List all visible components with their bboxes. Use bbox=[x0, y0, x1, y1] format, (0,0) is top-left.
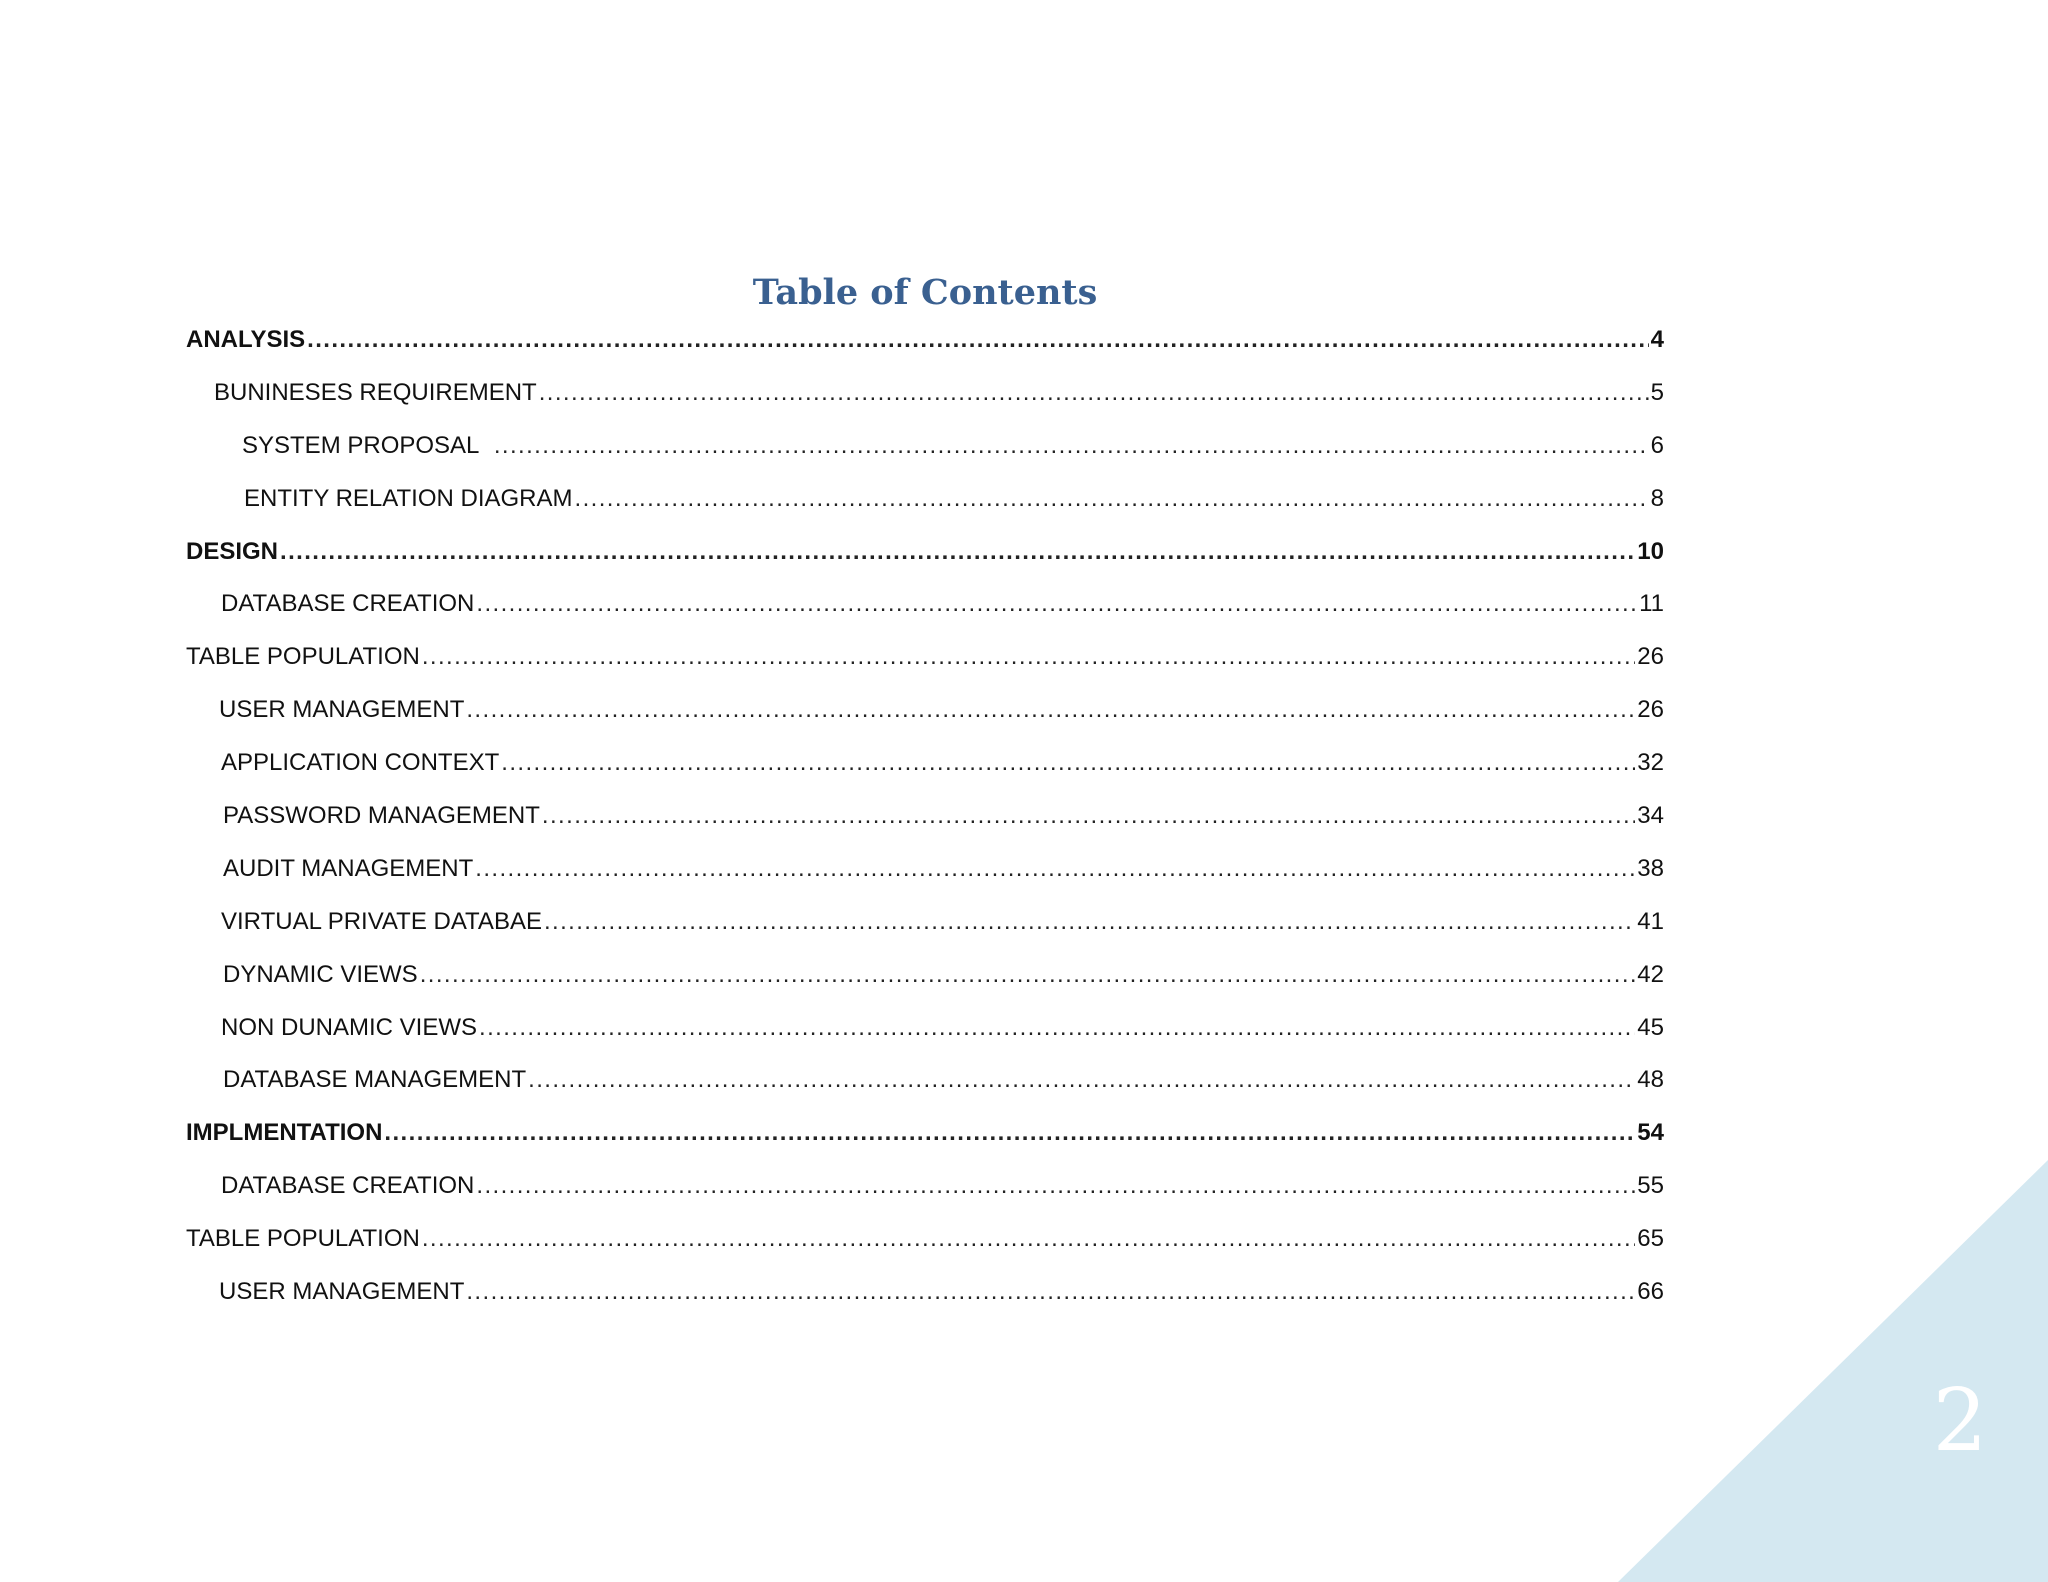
toc-entry-page: 6 bbox=[1650, 431, 1664, 459]
toc-entry-design[interactable] bbox=[186, 532, 1664, 585]
toc-dot-leader bbox=[475, 849, 1635, 889]
toc-entry-label: VIRTUAL PRIVATE DATABAE bbox=[221, 907, 542, 935]
toc-dot-leader bbox=[494, 426, 1649, 466]
toc-entry-implementation[interactable] bbox=[186, 1113, 1664, 1166]
toc-entry-label: TABLE POPULATION bbox=[186, 643, 420, 671]
toc-entry-page: 45 bbox=[1637, 1013, 1664, 1041]
toc-entry-analysis[interactable] bbox=[186, 320, 1664, 373]
toc-entry-label: SYSTEM PROPOSAL bbox=[242, 431, 492, 459]
toc-entry-page: 48 bbox=[1637, 1066, 1664, 1094]
toc-entry-database-creation[interactable] bbox=[186, 584, 1664, 637]
toc-dot-leader bbox=[501, 743, 1635, 783]
toc-entry-label: PASSWORD MANAGEMENT bbox=[223, 802, 540, 830]
toc-entry-password-management[interactable] bbox=[186, 796, 1664, 849]
toc-entry-user-management-2[interactable] bbox=[186, 1272, 1664, 1325]
toc-entry-page: 65 bbox=[1637, 1225, 1664, 1253]
toc-entry-page: 11 bbox=[1639, 590, 1664, 618]
toc-entry-label: DATABASE CREATION bbox=[221, 1172, 475, 1200]
toc-dot-leader bbox=[575, 479, 1649, 519]
toc-dot-leader bbox=[466, 1272, 1635, 1312]
toc-entry-label: DATABASE CREATION bbox=[221, 590, 475, 618]
toc-entry-page: 26 bbox=[1637, 696, 1664, 724]
toc-entry-database-management[interactable] bbox=[186, 1060, 1664, 1113]
toc-dot-leader bbox=[539, 373, 1649, 413]
toc-list bbox=[186, 320, 1664, 1325]
toc-entry-page: 66 bbox=[1637, 1278, 1664, 1306]
toc-entry-business-requirement[interactable] bbox=[186, 373, 1664, 426]
toc-entry-label: APPLICATION CONTEXT bbox=[221, 749, 500, 777]
toc-dot-leader bbox=[476, 1166, 1635, 1206]
toc-entry-page: 55 bbox=[1637, 1172, 1664, 1200]
toc-entry-label: TABLE POPULATION bbox=[186, 1225, 420, 1253]
toc-dot-leader bbox=[544, 902, 1635, 942]
toc-entry-page: 8 bbox=[1650, 484, 1664, 512]
toc-entry-virtual-private-database[interactable] bbox=[186, 902, 1664, 955]
toc-dot-leader bbox=[384, 1113, 1635, 1153]
toc-entry-label: USER MANAGEMENT bbox=[219, 696, 465, 724]
toc-entry-page: 54 bbox=[1637, 1119, 1664, 1147]
toc-title: Table of Contents bbox=[752, 272, 1098, 313]
toc-entry-label: NON DUNAMIC VIEWS bbox=[221, 1013, 478, 1041]
toc-entry-label: DESIGN bbox=[186, 537, 279, 565]
toc-entry-label: DYNAMIC VIEWS bbox=[223, 960, 418, 988]
toc-entry-page: 26 bbox=[1637, 643, 1664, 671]
toc-dot-leader bbox=[422, 1219, 1635, 1259]
toc-entry-audit-management[interactable] bbox=[186, 849, 1664, 902]
toc-entry-page: 41 bbox=[1637, 907, 1664, 935]
toc-entry-page: 10 bbox=[1637, 537, 1664, 565]
toc-entry-non-dynamic-views[interactable] bbox=[186, 1008, 1664, 1061]
toc-entry-page: 42 bbox=[1637, 960, 1664, 988]
toc-entry-database-creation-2[interactable] bbox=[186, 1166, 1664, 1219]
toc-entry-label: DATABASE MANAGEMENT bbox=[223, 1066, 527, 1094]
toc-dot-leader bbox=[420, 955, 1636, 995]
toc-entry-page: 5 bbox=[1650, 378, 1664, 406]
toc-dot-leader bbox=[542, 796, 1635, 836]
toc-entry-table-population-2[interactable] bbox=[186, 1219, 1664, 1272]
toc-dot-leader bbox=[476, 584, 1637, 624]
toc-entry-label: ENTITY RELATION DIAGRAM bbox=[244, 484, 573, 512]
toc-entry-application-context[interactable] bbox=[186, 743, 1664, 796]
toc-dot-leader bbox=[307, 320, 1648, 360]
toc-entry-dynamic-views[interactable] bbox=[186, 955, 1664, 1008]
toc-entry-user-management[interactable] bbox=[186, 690, 1664, 743]
toc-entry-system-proposal[interactable] bbox=[186, 426, 1664, 479]
toc-entry-table-population[interactable] bbox=[186, 637, 1664, 690]
toc-dot-leader bbox=[466, 690, 1635, 730]
toc-entry-page: 32 bbox=[1637, 749, 1664, 777]
toc-dot-leader bbox=[280, 532, 1635, 572]
toc-entry-entity-relation-diagram[interactable] bbox=[186, 479, 1664, 532]
toc-dot-leader bbox=[528, 1060, 1635, 1100]
toc-dot-leader bbox=[422, 637, 1635, 677]
toc-entry-label: IMPLMENTATION bbox=[186, 1119, 383, 1147]
toc-entry-label: AUDIT MANAGEMENT bbox=[223, 854, 474, 882]
toc-entry-page: 38 bbox=[1637, 854, 1664, 882]
toc-entry-label: USER MANAGEMENT bbox=[219, 1278, 465, 1306]
toc-entry-page: 34 bbox=[1637, 802, 1664, 830]
toc-entry-label: BUNINESES REQUIREMENT bbox=[214, 378, 537, 406]
toc-entry-label: ANALYSIS bbox=[186, 326, 306, 353]
page-number: 2 bbox=[1932, 1371, 1988, 1471]
toc-dot-leader bbox=[479, 1008, 1635, 1048]
toc-entry-page: 4 bbox=[1650, 326, 1664, 353]
